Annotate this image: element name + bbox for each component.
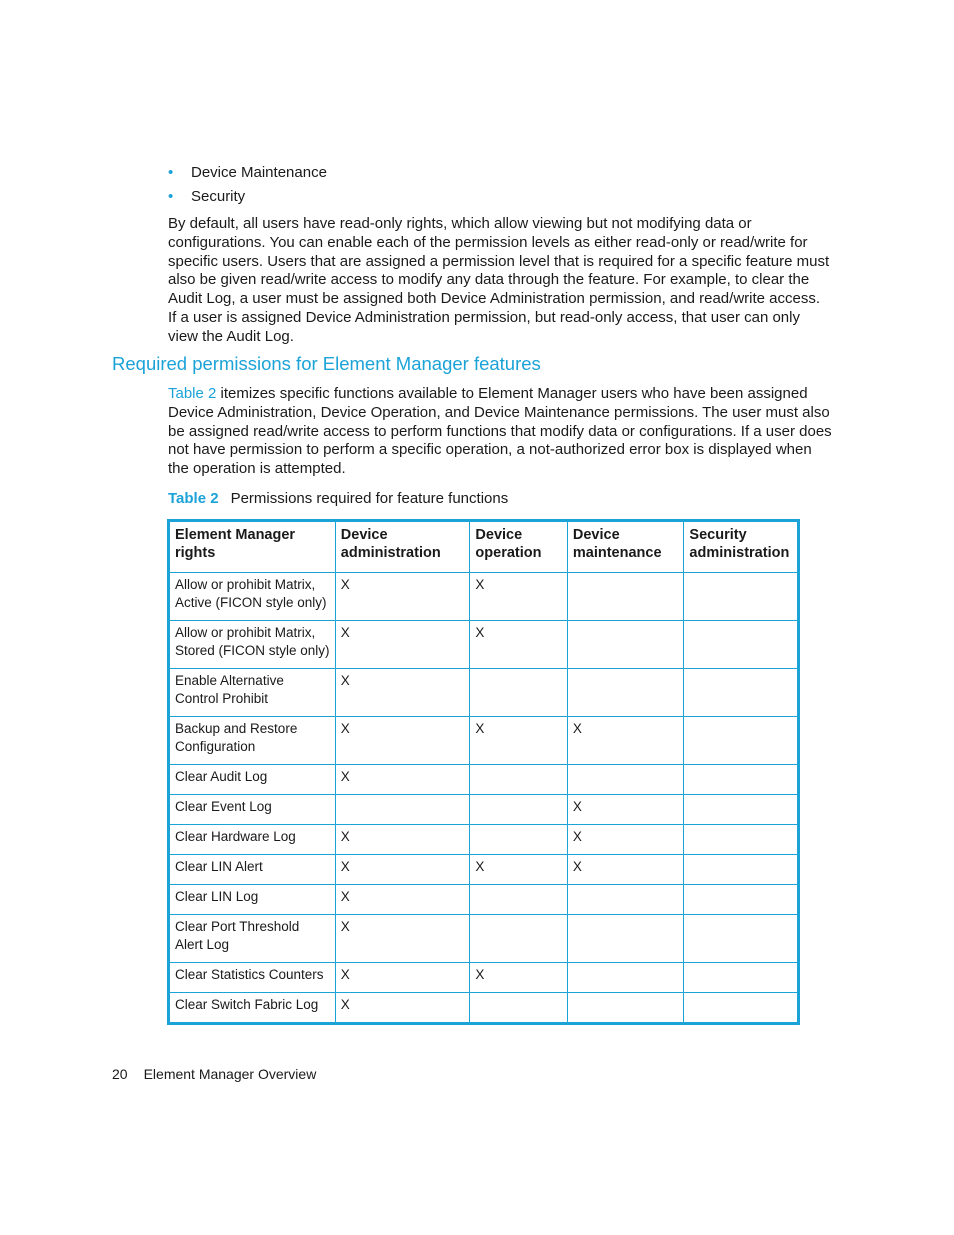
- table-cell: Clear Event Log: [169, 795, 336, 825]
- table-cell: X: [470, 621, 567, 669]
- table-cell: [567, 885, 684, 915]
- permissions-table: [167, 519, 800, 1025]
- table-cell: Allow or prohibit Matrix, Stored (FICON style only): [169, 621, 336, 669]
- table-row: [169, 765, 799, 795]
- table-cell: X: [335, 915, 470, 963]
- table-cell: [470, 885, 567, 915]
- table-row: [169, 885, 799, 915]
- table-cell: [567, 993, 684, 1024]
- table-caption-label: Table 2: [168, 490, 219, 507]
- table-cell: X: [470, 717, 567, 765]
- table-cell: [684, 669, 799, 717]
- table-cell: [684, 765, 799, 795]
- table-cell: [335, 795, 470, 825]
- bullet-dot-icon: •: [168, 188, 174, 205]
- table-cell: X: [335, 621, 470, 669]
- page-footer: [112, 1066, 316, 1082]
- table-cell: X: [470, 963, 567, 993]
- table-cell: [684, 993, 799, 1024]
- table-cell: X: [567, 825, 684, 855]
- table-row: [169, 963, 799, 993]
- table-header-row: [169, 521, 799, 573]
- table-row: [169, 717, 799, 765]
- table-row: [169, 573, 799, 621]
- table-cell: X: [567, 795, 684, 825]
- table-cell: [684, 855, 799, 885]
- table-row: [169, 915, 799, 963]
- table-row: [169, 621, 799, 669]
- bullet-item: • Security: [168, 186, 327, 210]
- footer-title: Element Manager Overview: [143, 1066, 317, 1082]
- bullet-list: [168, 162, 327, 210]
- table-cell: Allow or prohibit Matrix, Active (FICON style only): [169, 573, 336, 621]
- table-cell: [684, 885, 799, 915]
- table-cell: [684, 621, 799, 669]
- paragraph-table-intro: [168, 385, 832, 479]
- table-cell: [470, 825, 567, 855]
- table-cell: [684, 717, 799, 765]
- table-cell: [470, 993, 567, 1024]
- table-cell: [567, 765, 684, 795]
- table-cell: Clear LIN Alert: [169, 855, 336, 885]
- table-cell: [684, 795, 799, 825]
- table-cell: [684, 825, 799, 855]
- table-cell: Clear Hardware Log: [169, 825, 336, 855]
- paragraph-default-rights: By default, all users have read-only rights, which allow viewing but not modifying data or configurations. You can enable each of the permission levels as either read-only or read/write for specific users. Users that are assigned a permission level that is required for a specific feature must also be given read/write access to modify any data through the feature. For example, to clear the Audit Log, a user must be assigned both Device Administration permission, and read/write access. If a user is assigned Device Administration permission, but read-only access, that user can only view the Audit Log.: [168, 215, 830, 345]
- table-cell: Clear Audit Log: [169, 765, 336, 795]
- column-header: Device maintenance: [567, 521, 684, 573]
- column-header: Security administration: [684, 521, 799, 573]
- table-cell: [684, 915, 799, 963]
- table-cell: X: [335, 963, 470, 993]
- table-cell: [684, 573, 799, 621]
- table-cell: X: [335, 825, 470, 855]
- table-row: [169, 993, 799, 1024]
- table-cell: X: [335, 765, 470, 795]
- table-cell: [567, 621, 684, 669]
- table-cell: [470, 669, 567, 717]
- table-cell: X: [335, 573, 470, 621]
- table-cell: Enable Alternative Control Prohibit: [169, 669, 336, 717]
- table-cell: [470, 765, 567, 795]
- table-cell: Backup and Restore Configuration: [169, 717, 336, 765]
- table-cell: [567, 915, 684, 963]
- table-row: [169, 855, 799, 885]
- table-cell: [567, 669, 684, 717]
- table-row: [169, 795, 799, 825]
- table-cell: X: [335, 855, 470, 885]
- table-row: [169, 825, 799, 855]
- table-cell: [470, 795, 567, 825]
- section-heading: Required permissions for Element Manager features: [112, 353, 541, 374]
- page-number: 20: [112, 1066, 128, 1082]
- table-cell: X: [335, 669, 470, 717]
- table-cell: X: [470, 855, 567, 885]
- table-cell: X: [335, 993, 470, 1024]
- bullet-item: • Device Maintenance: [168, 162, 327, 186]
- table-cell: Clear LIN Log: [169, 885, 336, 915]
- table-caption-text: Permissions required for feature functions: [230, 490, 509, 507]
- table-2-link[interactable]: Table 2: [168, 385, 217, 402]
- column-header: Element Manager rights: [169, 521, 336, 573]
- bullet-dot-icon: •: [168, 164, 174, 181]
- paragraph-table-intro-text: itemizes specific functions available to Element Manager users who have been assigned Device Administration, Device Operation, and Device Maintenance permissions. The user must also be assigned read/write access to perform functions that modify data or configurations. If a user does not have permission to perform a specific operation, a not-authorized error box is displayed when the operation is attempted.: [168, 385, 832, 478]
- table-cell: X: [567, 717, 684, 765]
- table-cell: X: [567, 855, 684, 885]
- table-caption: [168, 490, 508, 507]
- table-row: [169, 669, 799, 717]
- table-cell: Clear Port Threshold Alert Log: [169, 915, 336, 963]
- table-cell: [567, 963, 684, 993]
- table-cell: X: [335, 885, 470, 915]
- table-cell: [470, 915, 567, 963]
- table-cell: [684, 963, 799, 993]
- column-header: Device administration: [335, 521, 470, 573]
- table-cell: Clear Statistics Counters: [169, 963, 336, 993]
- table-cell: X: [470, 573, 567, 621]
- table-cell: Clear Switch Fabric Log: [169, 993, 336, 1024]
- table-cell: X: [335, 717, 470, 765]
- column-header: Device operation: [470, 521, 567, 573]
- table-cell: [567, 573, 684, 621]
